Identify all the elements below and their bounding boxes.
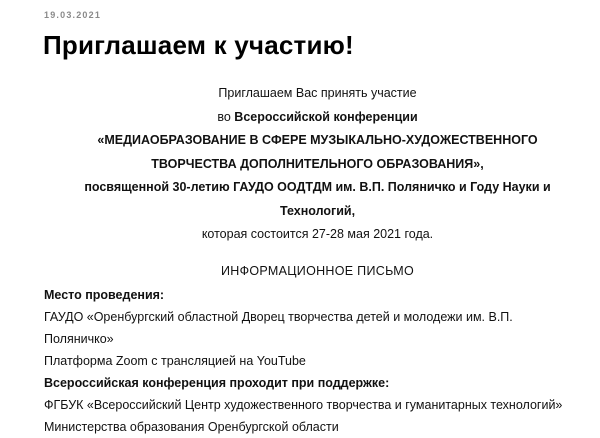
supporter-2: Министерства образования Оренбургской области <box>44 420 339 434</box>
platform-text: Платформа Zoom с трансляцией на YouTube <box>44 354 306 368</box>
venue-line-1: ГАУДО «Оренбургский областной Дворец творчества детей и молодежи им. В.П. <box>44 310 513 324</box>
invitation-line-2-prefix: во <box>217 109 235 124</box>
conference-title-line-1: «МЕДИАОБРАЗОВАНИЕ В СФЕРЕ МУЗЫКАЛЬНО-ХУДОЖЕСТВЕННОГО <box>97 133 538 147</box>
invitation-line-2 <box>20 106 600 130</box>
support-label: Всероссийская конференция проходит при поддержке: <box>44 376 390 390</box>
conference-name: Всероссийской конференции <box>234 109 418 124</box>
venue-label: Место проведения: <box>44 288 165 302</box>
page-title: Приглашаем к участию! <box>43 30 354 60</box>
invitation-line-1: Приглашаем Вас принять участие <box>218 86 417 100</box>
conference-dedication-line-1: посвященной 30-летию ГАУДО ООДТДМ им. В.П. Поляничко и Году Науки и <box>84 180 551 194</box>
info-letter-heading: ИНФОРМАЦИОННОЕ ПИСЬМО <box>220 264 415 278</box>
conference-title-line-2: ТВОРЧЕСТВА ДОПОЛНИТЕЛЬНОГО ОБРАЗОВАНИЯ», <box>151 156 484 171</box>
conference-dedication-line-2: Технологий, <box>279 203 356 218</box>
info-letter-body <box>44 284 584 438</box>
post-date: 19.03.2021 <box>44 10 102 20</box>
conference-dates: которая состоится 27-28 мая 2021 года. <box>201 227 434 241</box>
venue-line-2: Поляничко» <box>44 332 114 346</box>
supporter-1: ФГБУК «Всероссийский Центр художественного творчества и гуманитарных технологий» <box>44 398 563 412</box>
invitation-block <box>20 82 600 247</box>
